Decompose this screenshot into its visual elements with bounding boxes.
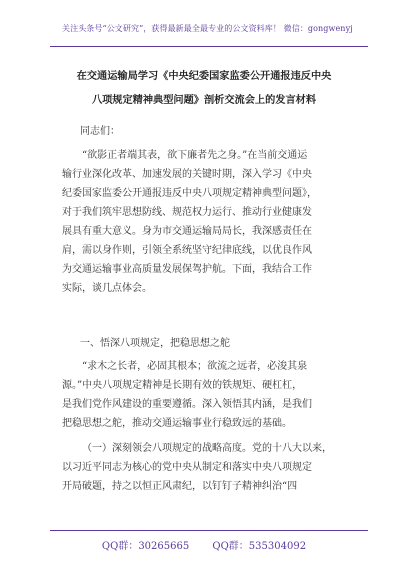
footer xyxy=(0,537,408,552)
document-title xyxy=(54,64,354,112)
paragraph-line: 肩，需以身作则，引领全系统坚守纪律底线，以优良作风 xyxy=(62,245,312,256)
paragraph-line: 对于我们筑牢思想防线、规范权力运行、推动行业健康发 xyxy=(62,207,312,218)
paragraph-subsection-1 xyxy=(62,439,356,496)
paragraph-line: 把稳思想之舵，推动交通运输事业行稳致远的基础。 xyxy=(62,418,292,429)
footer-qq-group-1: QQ群：30265665 xyxy=(101,541,190,552)
greeting: 同志们： xyxy=(80,126,120,137)
paragraph-line: 纪委国家监委公开通报违反中央八项规定精神典型问题》， xyxy=(62,188,317,199)
paragraph-line: 为交通运输事业高质量发展保驾护航。下面，我结合工作 xyxy=(62,264,312,275)
paragraph-line: 开局破题，持之以恒正风肃纪，以钉钉子精神纠治“四 xyxy=(62,481,298,492)
paragraph-line: 展具有重大意义。身为市交通运输局局长，我深感责任在 xyxy=(62,226,312,237)
section-heading: 一、悟深八项规定，把稳思想之舵 xyxy=(80,338,230,349)
paragraph-line: （一）深刻领会八项规定的战略高度。党的十八大以来， xyxy=(82,443,332,454)
title-line-1: 在交通运输局学习《中央纪委国家监委公开通报违反中央 xyxy=(76,70,332,82)
paragraph-line: “欲影正者端其表，欲下廉者先之身。”在当前交通运 xyxy=(82,150,308,161)
header-banner: 关注头条号“公文研究”，获得最新最全最专业的公文资料库！ 微信：gongwenyj xyxy=(62,24,353,33)
footer-divider xyxy=(50,530,368,531)
title-line-2: 八项规定精神典型问题》剖析交流会上的发言材料 xyxy=(91,94,317,106)
paragraph-line: 实际，谈几点体会。 xyxy=(62,283,152,294)
paragraph-line: 是我们党作风建设的重要遵循。深入领悟其内涵，是我们 xyxy=(62,399,312,410)
paragraph-line: 以习近平同志为核心的党中央从制定和落实中央八项规定 xyxy=(62,462,312,473)
paragraph-intro xyxy=(62,146,356,298)
footer-qq-group-2: QQ群：535304092 xyxy=(212,541,307,552)
header-divider xyxy=(50,46,368,47)
paragraph-line: 输行业深化改革、加速发展的关键时期，深入学习《中央 xyxy=(62,169,312,180)
paragraph-line: 源。”中央八项规定精神是长期有效的铁规矩、硬杠杠， xyxy=(62,380,303,391)
paragraph-line: “求木之长者，必固其根本；欲流之远者，必浚其泉 xyxy=(82,361,308,372)
paragraph-section-1 xyxy=(62,357,356,433)
